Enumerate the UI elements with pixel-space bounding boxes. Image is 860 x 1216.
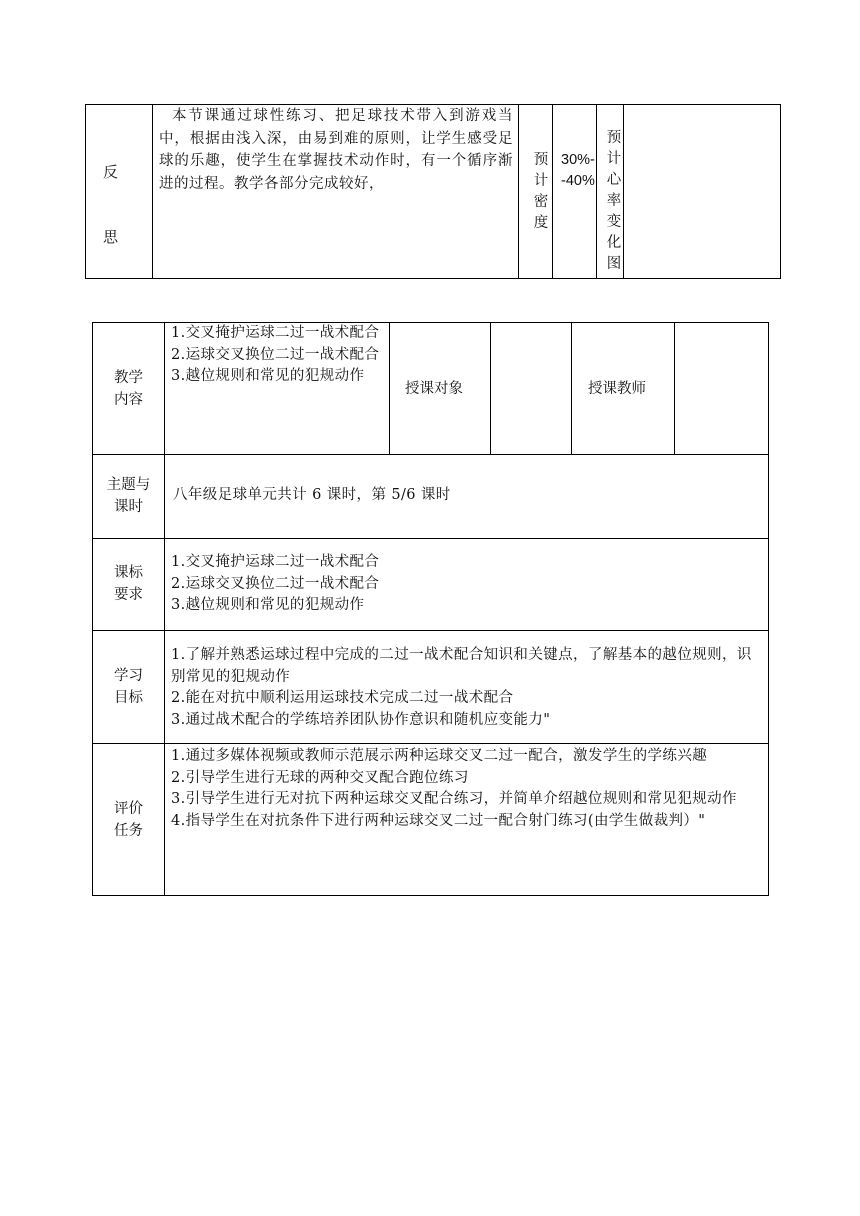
lesson-plan-table (92, 322, 769, 896)
topic-label: 主题与课时 (106, 477, 151, 515)
reflection-label-top: 反 (103, 163, 119, 181)
objectives-list (171, 645, 763, 731)
objectives-item: 3.通过战术配合的学练培养团队协作意识和随机应变能力" (171, 711, 551, 728)
assessment-label: 评价任务 (114, 801, 143, 839)
heart-rate-label: 预计心率变化图 (606, 130, 622, 272)
reflection-text: 本节课通过球性练习、把足球技术带入到游戏当中，根据由浅入深，由易到难的原则，让学生感受足球的乐趣，使学生在掌握技术动作时，有一个循序渐进的过程。教学各部分完成较好， (159, 108, 513, 192)
standards-item: 1.交叉掩护运球二过一战术配合 (171, 554, 380, 570)
assessment-item: 4.指导学生在对抗条件下进行两种运球交叉二过一配合射门练习(由学生做裁判）" (171, 812, 706, 829)
audience-label: 授课对象 (405, 381, 463, 397)
objectives-item: 1.了解并熟悉运球过程中完成的二过一战术配合知识和关键点，了解基本的越位规则，识别常见的犯规动作 (171, 647, 752, 685)
content-label: 教学内容 (114, 369, 143, 408)
density-label: 预计密度 (533, 152, 549, 231)
standards-item: 2.运球交叉换位二过一战术配合 (171, 575, 380, 592)
content-item: 2.运球交叉换位二过一战术配合 (171, 346, 380, 363)
standards-list (171, 552, 761, 617)
assessment-item: 3.引导学生进行无对抗下两种运球交叉配合练习，并简单介绍越位规则和常见犯规动作 (171, 791, 737, 807)
topic-text: 八年级足球单元共计 6 课时，第 5/6 课时 (173, 487, 451, 503)
standards-item: 3.越位规则和常见的犯规动作 (171, 597, 365, 613)
content-list (171, 323, 385, 388)
assessment-item: 1.通过多媒体视频或教师示范展示两种运球交叉二过一配合，激发学生的学练兴趣 (171, 748, 708, 764)
content-item: 3.越位规则和常见的犯规动作 (171, 368, 365, 384)
objectives-item: 2.能在对抗中顺利运用运球技术完成二过一战术配合 (171, 690, 514, 706)
standards-label: 课标要求 (114, 565, 143, 603)
objectives-label: 学习目标 (114, 667, 143, 706)
teacher-label: 授课教师 (588, 381, 646, 397)
content-item: 1.交叉掩护运球二过一战术配合 (171, 325, 380, 341)
reflection-table (85, 104, 781, 279)
density-value: 30%--40% (561, 152, 595, 189)
reflection-label-bottom: 思 (103, 228, 119, 246)
assessment-item: 2.引导学生进行无球的两种交叉配合跑位练习 (171, 769, 469, 786)
assessment-list (171, 746, 763, 832)
